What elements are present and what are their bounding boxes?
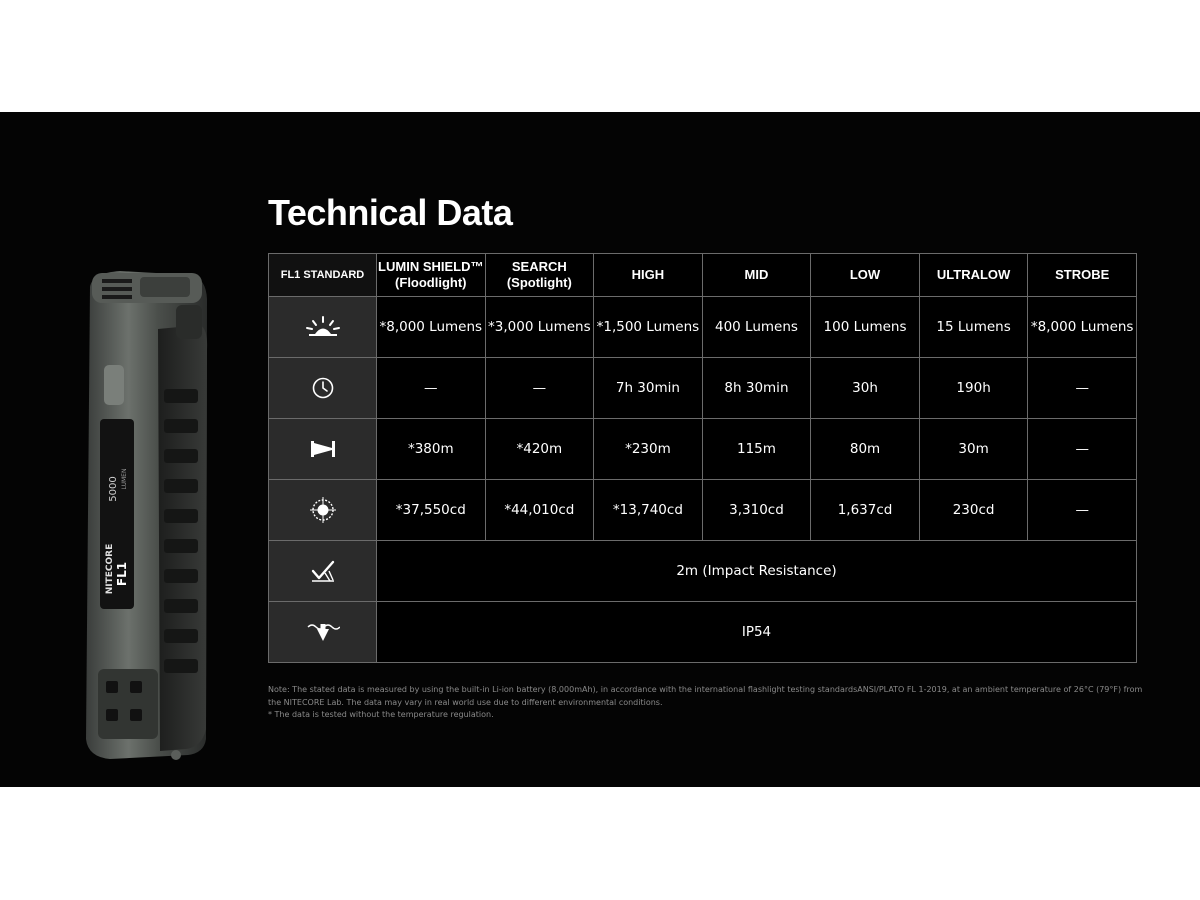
table-cell: 7h 30min: [594, 358, 703, 419]
svg-text:NITECORE: NITECORE: [105, 543, 115, 595]
waterproof-icon: [269, 602, 377, 663]
table-cell: 190h: [919, 358, 1028, 419]
svg-text:LUMEN: LUMEN: [121, 468, 128, 490]
table-header-row: [269, 254, 1137, 297]
column-header-sub: (Spotlight): [506, 275, 572, 290]
table-cell: —: [485, 358, 594, 419]
table-cell: 30m: [919, 419, 1028, 480]
table-cell: 8h 30min: [702, 358, 811, 419]
column-header-high: HIGH: [594, 254, 703, 297]
column-header-mid: MID: [702, 254, 811, 297]
beam-distance-icon: [269, 419, 377, 480]
table-row-impact-resistance: [269, 541, 1137, 602]
waterproof-rating-value: IP54: [377, 602, 1137, 663]
table-cell: *230m: [594, 419, 703, 480]
column-header-search: [485, 254, 594, 297]
table-cell: *3,000 Lumens: [485, 297, 594, 358]
technical-data-table: [268, 253, 1137, 663]
table-cell: *44,010cd: [485, 480, 594, 541]
table-cell: 100 Lumens: [811, 297, 920, 358]
table-cell: 230cd: [919, 480, 1028, 541]
table-cell: —: [1028, 358, 1137, 419]
column-header-lumin-shield: [377, 254, 486, 297]
table-cell: —: [377, 358, 486, 419]
svg-text:5000: 5000: [108, 476, 119, 502]
table-row-beam-distance: [269, 419, 1137, 480]
table-cell: *8,000 Lumens: [377, 297, 486, 358]
table-cell: *1,500 Lumens: [594, 297, 703, 358]
table-cell: 1,637cd: [811, 480, 920, 541]
table-cell: 115m: [702, 419, 811, 480]
table-cell: 400 Lumens: [702, 297, 811, 358]
measurement-note: Note: The stated data is measured by using the built-in Li-ion battery (8,000mAh), in accordance with the international flashlight testing standardsANSI/PLATO FL 1-2019, at an ambient temperature of 26°C (79°F) from the NITECORE Lab. The data may vary in real world use due to different environmental conditions.: [268, 685, 1143, 707]
runtime-clock-icon: [269, 358, 377, 419]
table-row-waterproof: [269, 602, 1137, 663]
peak-intensity-icon: [269, 480, 377, 541]
model-header: FL1 STANDARD: [269, 254, 377, 297]
table-row-runtime: [269, 358, 1137, 419]
product-panel: [0, 112, 1200, 787]
temperature-note: * The data is tested without the temperature regulation.: [268, 710, 494, 719]
table-row-peak-intensity: [269, 480, 1137, 541]
impact-resistance-icon: [269, 541, 377, 602]
column-header-name: LUMIN SHIELD™: [378, 259, 484, 274]
table-cell: *13,740cd: [594, 480, 703, 541]
table-cell: *37,550cd: [377, 480, 486, 541]
column-header-name: SEARCH: [511, 259, 567, 274]
table-cell: *380m: [377, 419, 486, 480]
footnotes: [268, 684, 1148, 722]
table-cell: 3,310cd: [702, 480, 811, 541]
table-cell: —: [1028, 419, 1137, 480]
svg-text:FL1: FL1: [115, 561, 129, 587]
table-cell: 80m: [811, 419, 920, 480]
table-cell: *8,000 Lumens: [1028, 297, 1137, 358]
table-cell: —: [1028, 480, 1137, 541]
table-cell: 15 Lumens: [919, 297, 1028, 358]
column-header-sub: (Floodlight): [395, 275, 467, 290]
impact-resistance-value: 2m (Impact Resistance): [377, 541, 1137, 602]
table-cell: *420m: [485, 419, 594, 480]
brightness-icon: [269, 297, 377, 358]
flashlight-product-image: [80, 269, 212, 766]
column-header-low: LOW: [811, 254, 920, 297]
column-header-ultralow: ULTRALOW: [919, 254, 1028, 297]
table-cell: 30h: [811, 358, 920, 419]
table-row-brightness: [269, 297, 1137, 358]
page-title: Technical Data: [268, 192, 513, 233]
column-header-strobe: STROBE: [1028, 254, 1137, 297]
